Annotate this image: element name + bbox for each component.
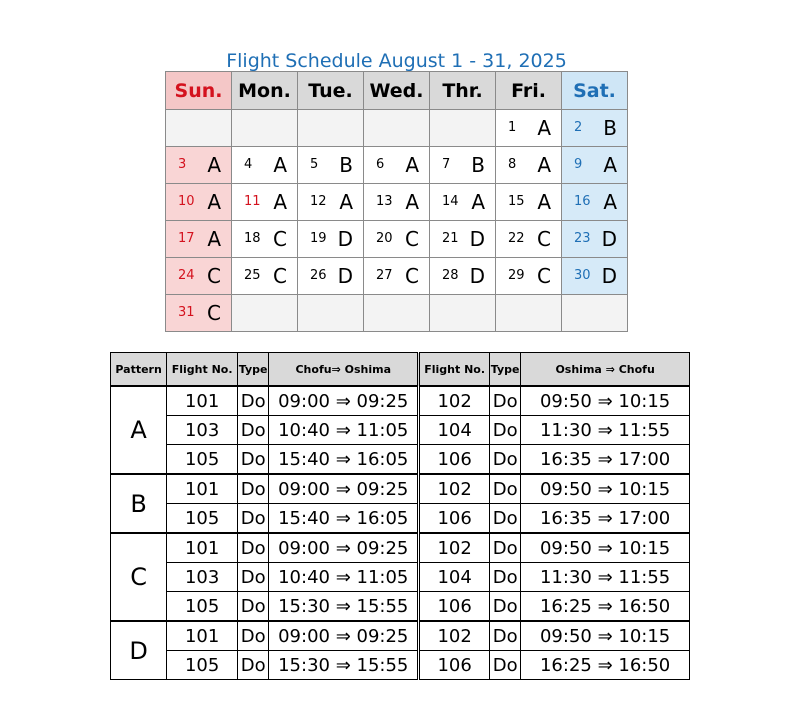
header-pattern: Pattern (111, 353, 167, 387)
day-pattern: A (405, 153, 419, 177)
day-number: 30 (574, 268, 591, 283)
table-row (111, 474, 690, 504)
table-row (111, 533, 690, 563)
header-mon: Mon. (232, 72, 298, 110)
day-pattern: D (469, 264, 485, 288)
calendar-day-cell (232, 110, 298, 147)
calendar-day-cell (298, 221, 364, 258)
day-number: 9 (574, 157, 583, 172)
calendar-day-cell (562, 184, 628, 221)
table-row (111, 563, 690, 592)
day-pattern: A (537, 190, 551, 214)
type-back: Do (490, 651, 521, 680)
table-row (111, 592, 690, 622)
time-out: 09:00 ⇒ 09:25 (269, 386, 419, 416)
day-pattern: A (471, 190, 485, 214)
header-type-back: Type (490, 353, 521, 387)
day-pattern: A (207, 153, 221, 177)
calendar-day-cell (496, 184, 562, 221)
flight-no-back: 102 (419, 474, 490, 504)
calendar-day-cell (364, 295, 430, 332)
table-row (111, 416, 690, 445)
day-number: 19 (310, 231, 327, 246)
day-number: 17 (178, 231, 195, 246)
calendar-day-cell (496, 295, 562, 332)
calendar-week-row (166, 147, 628, 184)
time-out: 09:00 ⇒ 09:25 (269, 533, 419, 563)
calendar-day-cell (430, 184, 496, 221)
day-number: 5 (310, 157, 319, 172)
day-number: 8 (508, 157, 517, 172)
flight-no-back: 106 (419, 592, 490, 622)
day-number: 18 (244, 231, 261, 246)
calendar-week-row (166, 258, 628, 295)
calendar-table (165, 71, 628, 332)
day-pattern: D (601, 264, 617, 288)
calendar-day-cell (166, 110, 232, 147)
calendar-week-row (166, 110, 628, 147)
type-out: Do (238, 563, 269, 592)
calendar-day-cell (364, 147, 430, 184)
calendar-week-row (166, 184, 628, 221)
day-pattern: D (469, 227, 485, 251)
type-back: Do (490, 445, 521, 475)
type-out: Do (238, 445, 269, 475)
day-number: 25 (244, 268, 261, 283)
type-out: Do (238, 474, 269, 504)
header-flight-no-out: Flight No. (167, 353, 238, 387)
day-number: 13 (376, 194, 393, 209)
day-number: 7 (442, 157, 451, 172)
time-out: 15:30 ⇒ 15:55 (269, 651, 419, 680)
day-number: 2 (574, 120, 583, 135)
day-pattern: A (603, 190, 617, 214)
day-number: 1 (508, 120, 517, 135)
calendar-day-cell (298, 258, 364, 295)
calendar-day-cell (364, 258, 430, 295)
day-pattern: A (207, 227, 221, 251)
flight-no-back: 106 (419, 504, 490, 534)
calendar-day-cell (430, 258, 496, 295)
type-back: Do (490, 621, 521, 651)
pattern-label: D (111, 621, 167, 680)
calendar-day-cell (562, 258, 628, 295)
flight-no-back: 102 (419, 533, 490, 563)
day-pattern: C (537, 264, 551, 288)
type-out: Do (238, 621, 269, 651)
flight-no-back: 102 (419, 386, 490, 416)
time-out: 10:40 ⇒ 11:05 (269, 563, 419, 592)
day-pattern: C (537, 227, 551, 251)
flight-schedule-table (110, 352, 690, 680)
table-row (111, 445, 690, 475)
time-out: 15:40 ⇒ 16:05 (269, 504, 419, 534)
day-pattern: A (537, 153, 551, 177)
day-number: 31 (178, 305, 195, 320)
type-out: Do (238, 592, 269, 622)
pattern-label: B (111, 474, 167, 533)
day-number: 4 (244, 157, 253, 172)
time-back: 09:50 ⇒ 10:15 (521, 533, 690, 563)
flight-no-out: 105 (167, 445, 238, 475)
calendar-day-cell (496, 110, 562, 147)
calendar-day-cell (364, 110, 430, 147)
day-number: 22 (508, 231, 525, 246)
schedule-title: Flight Schedule August 1 - 31, 2025 (226, 50, 567, 72)
header-tue: Tue. (298, 72, 364, 110)
calendar-day-cell (562, 295, 628, 332)
day-pattern: A (405, 190, 419, 214)
calendar-day-cell (166, 258, 232, 295)
type-back: Do (490, 386, 521, 416)
day-number: 20 (376, 231, 393, 246)
calendar-day-cell (166, 295, 232, 332)
calendar-day-cell (430, 221, 496, 258)
time-back: 09:50 ⇒ 10:15 (521, 621, 690, 651)
time-out: 15:30 ⇒ 15:55 (269, 592, 419, 622)
table-row (111, 621, 690, 651)
time-back: 16:35 ⇒ 17:00 (521, 445, 690, 475)
calendar-day-cell (430, 295, 496, 332)
flight-no-out: 105 (167, 651, 238, 680)
calendar-day-cell (496, 221, 562, 258)
day-pattern: D (601, 227, 617, 251)
table-row (111, 386, 690, 416)
header-route-out: Chofu⇒ Oshima (269, 353, 419, 387)
time-back: 09:50 ⇒ 10:15 (521, 386, 690, 416)
day-number: 23 (574, 231, 591, 246)
calendar-day-cell (298, 147, 364, 184)
header-sun: Sun. (166, 72, 232, 110)
day-number: 14 (442, 194, 459, 209)
flight-no-back: 102 (419, 621, 490, 651)
pattern-label: A (111, 386, 167, 474)
type-back: Do (490, 592, 521, 622)
day-pattern: A (339, 190, 353, 214)
day-pattern: A (273, 153, 287, 177)
day-pattern: C (207, 301, 221, 325)
type-back: Do (490, 533, 521, 563)
calendar-day-cell (298, 184, 364, 221)
day-number: 12 (310, 194, 327, 209)
calendar-day-cell (232, 258, 298, 295)
flight-no-out: 105 (167, 592, 238, 622)
day-pattern: B (339, 153, 353, 177)
day-pattern: C (405, 264, 419, 288)
day-pattern: D (337, 264, 353, 288)
calendar-day-cell (364, 184, 430, 221)
calendar-day-cell (232, 221, 298, 258)
calendar-day-cell (298, 295, 364, 332)
calendar-day-cell (430, 147, 496, 184)
day-number: 11 (244, 194, 261, 209)
day-number: 26 (310, 268, 327, 283)
day-pattern: A (537, 116, 551, 140)
time-back: 16:35 ⇒ 17:00 (521, 504, 690, 534)
calendar-day-cell (298, 110, 364, 147)
calendar-day-cell (166, 221, 232, 258)
calendar-day-cell (364, 221, 430, 258)
day-pattern: B (471, 153, 485, 177)
calendar-header-row (166, 72, 628, 110)
table-row (111, 651, 690, 680)
type-out: Do (238, 416, 269, 445)
time-out: 09:00 ⇒ 09:25 (269, 474, 419, 504)
day-pattern: C (273, 227, 287, 251)
time-out: 09:00 ⇒ 09:25 (269, 621, 419, 651)
day-number: 21 (442, 231, 459, 246)
flight-no-out: 101 (167, 474, 238, 504)
type-out: Do (238, 504, 269, 534)
day-pattern: C (405, 227, 419, 251)
header-sat: Sat. (562, 72, 628, 110)
flight-no-back: 104 (419, 563, 490, 592)
calendar-day-cell (562, 147, 628, 184)
day-number: 28 (442, 268, 459, 283)
header-thr: Thr. (430, 72, 496, 110)
day-number: 3 (178, 157, 187, 172)
time-back: 16:25 ⇒ 16:50 (521, 592, 690, 622)
flight-no-back: 104 (419, 416, 490, 445)
calendar-week-row (166, 295, 628, 332)
schedule-header-row (111, 353, 690, 387)
header-type-out: Type (238, 353, 269, 387)
day-number: 6 (376, 157, 385, 172)
calendar-day-cell (430, 110, 496, 147)
header-route-back: Oshima ⇒ Chofu (521, 353, 690, 387)
day-pattern: C (207, 264, 221, 288)
header-wed: Wed. (364, 72, 430, 110)
day-pattern: A (603, 153, 617, 177)
calendar-day-cell (232, 184, 298, 221)
table-row (111, 504, 690, 534)
calendar-day-cell (232, 295, 298, 332)
type-out: Do (238, 386, 269, 416)
pattern-label: C (111, 533, 167, 621)
type-back: Do (490, 504, 521, 534)
day-number: 10 (178, 194, 195, 209)
calendar-day-cell (562, 221, 628, 258)
flight-no-out: 103 (167, 416, 238, 445)
time-back: 11:30 ⇒ 11:55 (521, 563, 690, 592)
calendar-day-cell (166, 184, 232, 221)
type-back: Do (490, 416, 521, 445)
time-back: 11:30 ⇒ 11:55 (521, 416, 690, 445)
calendar-day-cell (496, 258, 562, 295)
header-flight-no-back: Flight No. (419, 353, 490, 387)
time-out: 10:40 ⇒ 11:05 (269, 416, 419, 445)
calendar-day-cell (562, 110, 628, 147)
day-pattern: C (273, 264, 287, 288)
type-out: Do (238, 651, 269, 680)
day-number: 29 (508, 268, 525, 283)
calendar-day-cell (166, 147, 232, 184)
time-back: 09:50 ⇒ 10:15 (521, 474, 690, 504)
calendar-week-row (166, 221, 628, 258)
type-back: Do (490, 474, 521, 504)
time-out: 15:40 ⇒ 16:05 (269, 445, 419, 475)
flight-no-out: 103 (167, 563, 238, 592)
day-pattern: A (207, 190, 221, 214)
day-pattern: A (273, 190, 287, 214)
day-number: 16 (574, 194, 591, 209)
flight-no-back: 106 (419, 651, 490, 680)
day-number: 15 (508, 194, 525, 209)
type-back: Do (490, 563, 521, 592)
calendar-day-cell (496, 147, 562, 184)
flight-no-out: 105 (167, 504, 238, 534)
flight-no-out: 101 (167, 533, 238, 563)
flight-no-out: 101 (167, 386, 238, 416)
calendar-day-cell (232, 147, 298, 184)
day-pattern: B (603, 116, 617, 140)
day-number: 24 (178, 268, 195, 283)
type-out: Do (238, 533, 269, 563)
header-fri: Fri. (496, 72, 562, 110)
flight-no-back: 106 (419, 445, 490, 475)
flight-no-out: 101 (167, 621, 238, 651)
time-back: 16:25 ⇒ 16:50 (521, 651, 690, 680)
day-pattern: D (337, 227, 353, 251)
day-number: 27 (376, 268, 393, 283)
